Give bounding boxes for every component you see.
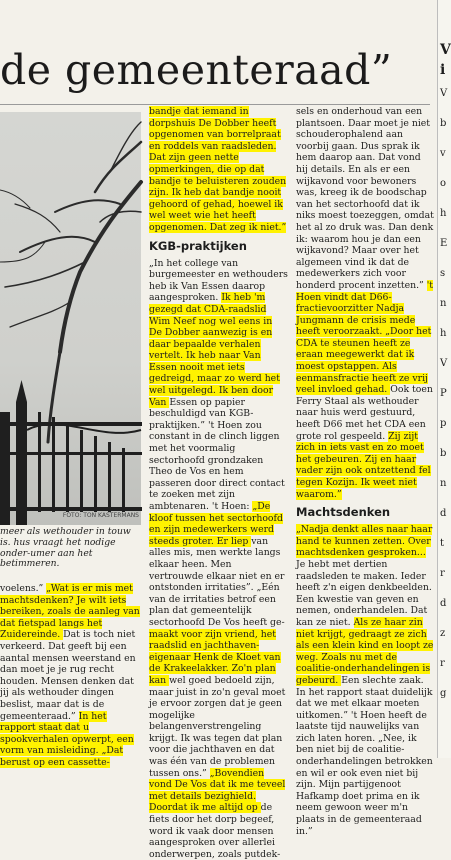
body-text: Dat is toch niet verkeerd. Dat geeft bij een aantal mensen weerstand en dan moet je je rug recht houden. Mensen denken dat jij als wethouder dingen beslist, maar dat is de gemeenteraad.” [0, 629, 136, 722]
edge-letter: V [440, 42, 451, 58]
body-text: „Eén van de irritaties betrof een plan dat gemeentelijk sectorhoofd De Vos heeft ge- [149, 582, 285, 628]
highlighted-text: 't Hoen vindt dat D66-fractievoorzitter Nadja Jungmann de crisis mede heeft veroorzaakt. „Door het CDA te steunen heeft ze eraan meegewerkt dat ik moest opstappen. Als eenmansfractie heeft ze vrij veel invloed gehad. [296, 279, 434, 396]
highlighted-text: maakt voor zijn vriend, het raadslid en jachthaven-eigenaar Henk de Kloet van de Krakeelakker. Zo'n plan kan [149, 628, 281, 686]
article-column-3 [296, 106, 434, 837]
body-text: van alles mis, men werkte langs elkaar heen. Men vertrouwde elkaar niet en er ontstonden irritaties”. [149, 535, 285, 594]
highlighted-text: Zij zijt zich in iets vast en zo moet het gebeuren. Zij en haar vader zijn ook ontzettend fel tegen Kozijn. Ik weet niet waarom.” [296, 430, 431, 500]
body-text: Je hebt met dertien raadsleden te maken. Ieder heeft z'n eigen denkbeelden. Een kwestie van geven en nemen, onderhandelen. Dat kan ze niet. [296, 558, 432, 628]
edge-letter: o [440, 178, 447, 189]
highlighted-text: „De kloof tussen het sectorhoofd en zijn medewerkers werd steeds groter. Er liep [149, 501, 283, 547]
edge-letter: p [440, 418, 447, 429]
article-column-2 [149, 106, 288, 860]
subheading: Machtsdenken [296, 505, 391, 520]
edge-letter: P [440, 388, 447, 399]
edge-letter: r [440, 568, 445, 579]
edge-letter: t [440, 538, 445, 549]
edge-letter: b [440, 118, 447, 129]
adjacent-article-edge [437, 0, 451, 758]
photo-caption: meer als wethouder in touw is. hus vraagt het nodige onder-umer aan het betimmeren. [0, 526, 131, 570]
edge-letter: z [440, 628, 446, 639]
edge-letter: E [440, 238, 448, 249]
highlighted-text: „Wat is er mis met machtsdenken? Je wilt iets bereiken, zoals de aanleg van dat fietspad langs het Zuidereinde. [0, 583, 140, 641]
body-text: „In het college van burgemeester en wethouders heb ik Van Essen daarop aangesproken. [149, 257, 288, 304]
highlighted-text: „Bovendien vond De Vos dat ik me teveel met details bezighield. Doordat ik me altijd op [149, 767, 286, 814]
edge-letter: d [440, 598, 447, 609]
edge-letter: V [440, 88, 448, 99]
highlighted-text: „Dat berust op een cassette- [0, 745, 124, 768]
headline-rule [0, 104, 430, 105]
body-text: wel goed bedoeld zijn, maar juist in zo'n geval moet je ervoor zorgen dat je geen mogelijke belangenverstrengeling krijgt. Ik was tegen dat plan voor die jachthaven en dat was één van de problemen tussen ons.” [149, 674, 286, 779]
photo [0, 112, 141, 525]
highlighted-text: „Nadja denkt alles naar haar hand te kunnen zetten. Over machtsdenken gesproken... [296, 524, 433, 559]
body-text: 't Hoen zou constant in de clinch liggen met het voormalig sectorhoofd grondzaken Theo de Vos en hem passeren door direct contact te zoeken met zijn ambtenaren. 't Hoen: [149, 419, 285, 512]
edge-letter: b [440, 448, 447, 459]
edge-letter: d [440, 508, 447, 519]
bare-tree-and-gate-icon [0, 112, 141, 525]
edge-letter: r [440, 658, 445, 669]
body-text: 't Hoen heeft de laatste tijd nauwelijks van zich laten horen. „Nee, ik ben niet bij de coalitie-onderhandelingen betrokken en wil er ook even niet bij zijn. Mijn partijgenoot Hafkamp doet prima en ik neem gewoon weer m'n plaats in de gemeenteraad in.” [296, 709, 433, 837]
highlighted-text: Ik heb 'm gezegd dat CDA-raadslid Wim Neef nog wel eens in De Dobber aanwezig is en daar bepaalde verhalen vertelt. Ik heb naar Van Essen nooit met iets gedreigd, maar zo werd het wel uitgelegd. Ik ben door Van [149, 292, 280, 408]
body-text: Een slechte zaak. In het rapport staat duidelijk dat we met elkaar moeten uitkomen.” [296, 674, 433, 721]
article-column-1 [0, 583, 142, 768]
highlighted-text: bandje dat iemand in dorpshuis De Dobber heeft opgenomen van borrelpraat en roddels van raadsleden. Dat zijn geen nette opmerkingen, die op dat bandje te beluisteren zouden zijn. Ik heb dat bandje nooit gehoord of gehad, hoewel ik wel weet wie het heeft opgenomen. Dat zeg ik niet.” [149, 106, 287, 233]
edge-letter: v [440, 148, 446, 159]
edge-letter: g [440, 688, 447, 699]
photo-credit: FOTO: TON KASTERMANS [62, 512, 139, 519]
edge-letter: n [440, 478, 447, 489]
edge-letter: i [440, 62, 446, 78]
highlighted-text: In het rapport staat dat u spookverhalen opwerpt, een vorm van misleiding. [0, 710, 134, 757]
edge-letter: h [440, 208, 447, 219]
body-text: Ook toen Ferry Staal als wethouder naar huis werd gestuurd, heeft D66 met het CDA een grote rol gespeeld. [296, 384, 433, 442]
edge-letter: V [440, 358, 448, 369]
highlighted-text: Als ze haar zin niet krijgt, gedraagt ze zich als een klein kind en loopt ze weg. Zoals nu met de coalitie-onderhandelingen is gebeurd. [296, 616, 434, 686]
subheading: KGB-praktijken [149, 238, 247, 253]
edge-letter: h [440, 328, 447, 339]
headline: de gemeenteraad” [0, 46, 393, 94]
edge-letter: s [440, 268, 446, 279]
body-text: Essen op papier beschuldigd van KGB-praktijken.” [149, 396, 254, 431]
body-text: de fiets door het dorp begeef, word ik vaak door mensen aangesproken over allerlei onderwerpen, zoals putdek- [149, 802, 281, 860]
body-text: voelens.” [0, 583, 47, 594]
edge-letter: n [440, 298, 447, 309]
body-text: sels en onderhoud van een plantsoen. Daar moet je niet schouderophalend aan voorbij gaan. Dus sprak ik hem daarop aan. Dat vond hij details. En als er een wijkavond voor bewoners was, kreeg ik de boodschap van het sectorhoofd dat ik niks moest toezeggen, omdat het al zo druk was. Dan denk ik: waarom hou je dan een wijkavond? Maar over het algemeen vind ik dat de medewerkers zich voor honderd procent inzetten.” [296, 106, 434, 291]
